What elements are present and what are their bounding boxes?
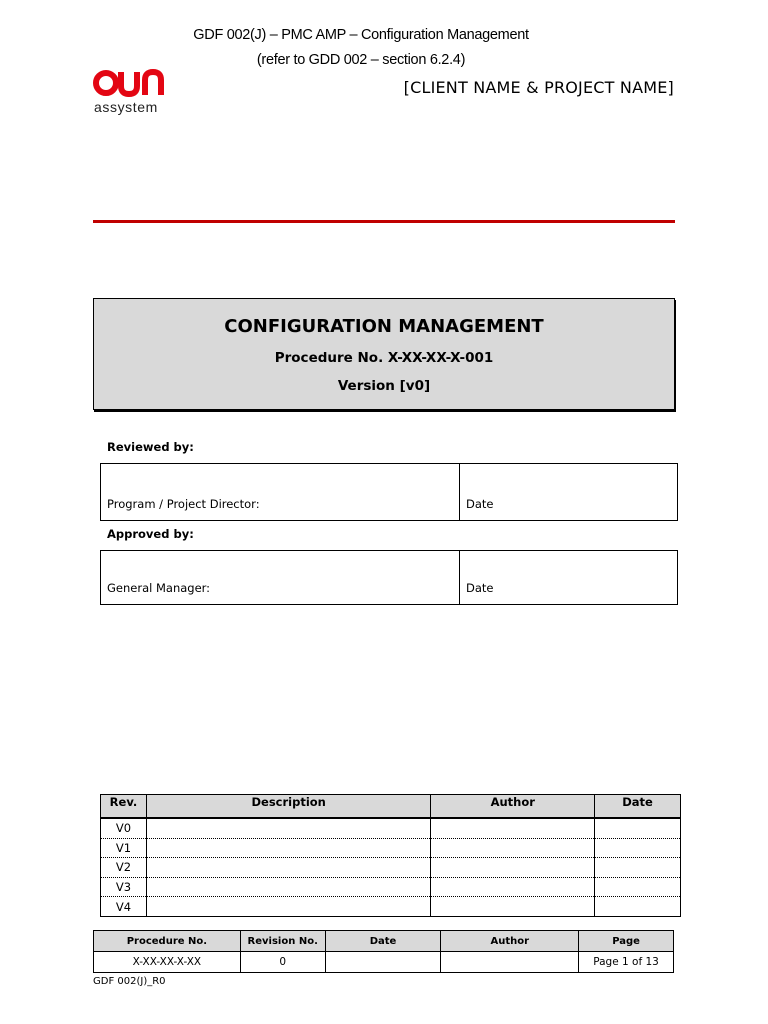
footer-procedure-value: X-XX-XX-X-XX bbox=[94, 952, 241, 973]
rev-cell: V2 bbox=[101, 858, 147, 878]
author-cell bbox=[431, 897, 595, 917]
column-header-author: Author bbox=[431, 795, 595, 819]
column-header-date: Date bbox=[595, 795, 681, 819]
description-cell bbox=[146, 877, 430, 897]
footer-author-value bbox=[441, 952, 579, 973]
footer-page-value: Page 1 of 13 bbox=[579, 952, 674, 973]
table-row bbox=[101, 877, 681, 897]
logo-text: assystem bbox=[94, 99, 158, 115]
version-label: Version [v0] bbox=[337, 378, 431, 394]
date-cell bbox=[595, 877, 681, 897]
description-cell bbox=[146, 838, 430, 858]
reviewed-signature-box bbox=[100, 463, 678, 521]
approved-by-heading: Approved by: bbox=[107, 527, 194, 541]
column-header-rev: Rev. bbox=[101, 795, 147, 819]
date-cell bbox=[595, 818, 681, 838]
footer-value-row bbox=[94, 952, 674, 973]
procedure-number: Procedure No. X-XX-XX-X-001 bbox=[274, 350, 494, 366]
table-row bbox=[101, 858, 681, 878]
table-row bbox=[101, 818, 681, 838]
revision-history-table bbox=[100, 794, 681, 917]
author-cell bbox=[431, 818, 595, 838]
description-cell bbox=[146, 818, 430, 838]
logo-mark-icon bbox=[93, 64, 173, 118]
document-title: CONFIGURATION MANAGEMENT bbox=[224, 316, 544, 337]
author-cell bbox=[431, 858, 595, 878]
rev-cell: V0 bbox=[101, 818, 147, 838]
document-form-reference: GDF 002(J)_R0 bbox=[93, 976, 166, 987]
table-row bbox=[101, 897, 681, 917]
date-cell bbox=[595, 858, 681, 878]
footer-header-date: Date bbox=[325, 931, 441, 952]
footer-header-procedure: Procedure No. bbox=[94, 931, 241, 952]
description-cell bbox=[146, 858, 430, 878]
author-cell bbox=[431, 838, 595, 858]
description-cell bbox=[146, 897, 430, 917]
general-manager-label: General Manager: bbox=[107, 581, 211, 595]
table-row bbox=[101, 838, 681, 858]
rev-cell: V4 bbox=[101, 897, 147, 917]
title-box bbox=[93, 298, 675, 410]
date-cell bbox=[595, 897, 681, 917]
author-cell bbox=[431, 877, 595, 897]
client-project-name: [CLIENT NAME & PROJECT NAME] bbox=[403, 78, 674, 97]
reviewed-by-heading: Reviewed by: bbox=[107, 440, 194, 454]
review-date-label: Date bbox=[466, 497, 494, 511]
approved-signature-box bbox=[100, 550, 678, 605]
rev-cell: V1 bbox=[101, 838, 147, 858]
header-divider bbox=[93, 220, 675, 223]
footer-header-page: Page bbox=[579, 931, 674, 952]
document-header-title: GDF 002(J) – PMC AMP – Configuration Management bbox=[193, 27, 529, 43]
date-cell bbox=[595, 838, 681, 858]
document-control-table bbox=[93, 930, 674, 973]
column-header-description: Description bbox=[146, 795, 430, 819]
footer-date-value bbox=[325, 952, 441, 973]
footer-header-row bbox=[94, 931, 674, 952]
footer-header-revision: Revision No. bbox=[240, 931, 325, 952]
rev-cell: V3 bbox=[101, 877, 147, 897]
footer-header-author: Author bbox=[441, 931, 579, 952]
assystem-logo bbox=[93, 64, 173, 118]
document-header-reference: (refer to GDD 002 – section 6.2.4) bbox=[256, 52, 466, 68]
box-divider bbox=[459, 464, 460, 520]
box-divider bbox=[459, 551, 460, 604]
program-director-label: Program / Project Director: bbox=[107, 497, 260, 511]
table-header-row bbox=[101, 795, 681, 819]
footer-revision-value: 0 bbox=[240, 952, 325, 973]
approval-date-label: Date bbox=[466, 581, 494, 595]
